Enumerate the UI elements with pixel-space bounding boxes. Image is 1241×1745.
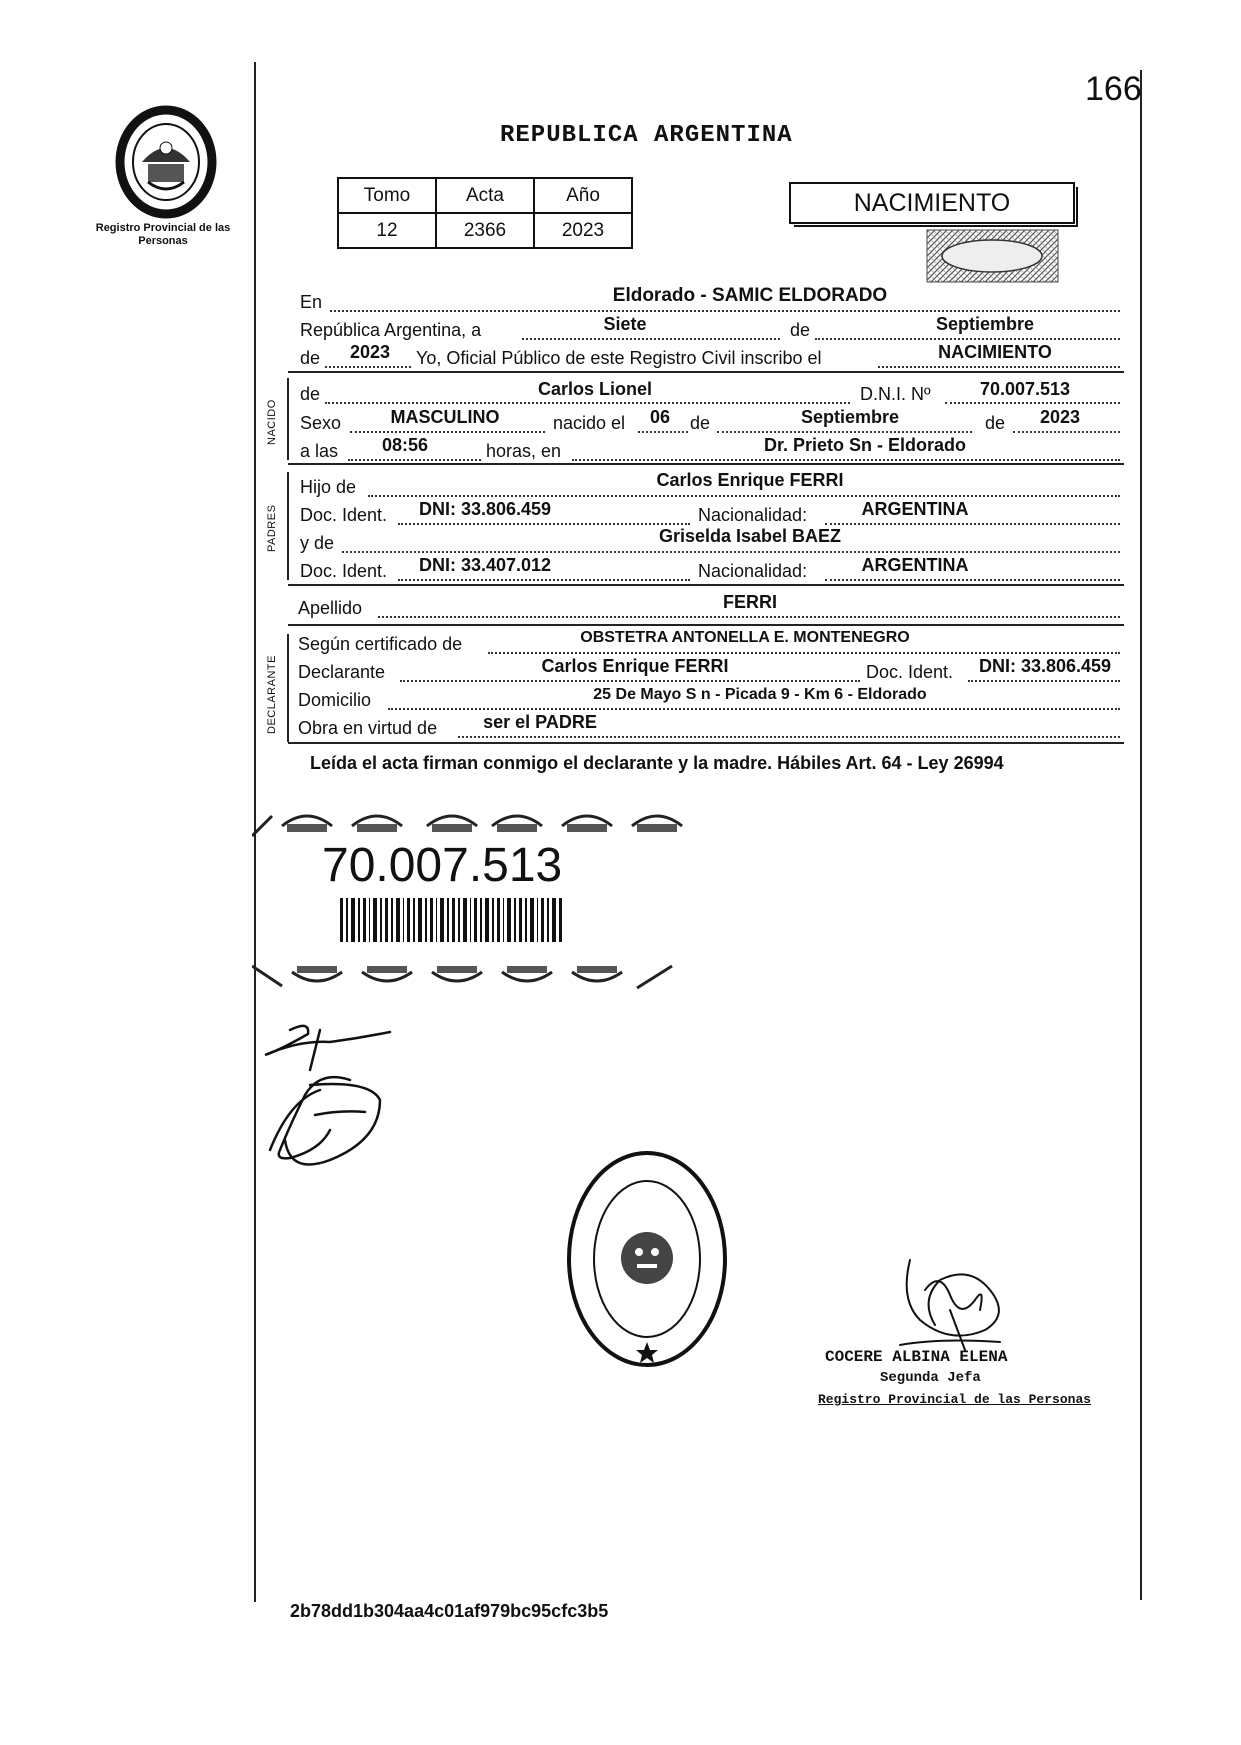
sexo-value: MASCULINO [390, 407, 500, 427]
document-hash: 2b78dd1b304aa4c01af979bc95cfc3b5 [290, 1601, 609, 1621]
tomo-header: Tomo [338, 178, 436, 213]
dots [572, 459, 1120, 461]
dots [638, 431, 688, 433]
doc-ident-label: Doc. Ident. [866, 662, 954, 682]
domicilio-label: Domicilio [298, 690, 372, 710]
act-type-box: NACIMIENTO [789, 182, 1075, 224]
logo-caption: Registro Provincial de las Personas [95, 222, 231, 247]
de-label: de [790, 320, 811, 340]
cert-label: Según certificado de [298, 634, 463, 654]
birth-time: 08:56 [381, 435, 429, 455]
dots [388, 708, 1120, 710]
security-band-top [252, 806, 692, 840]
dots [348, 459, 481, 461]
declarante-section-label: DECLARANTE [266, 655, 278, 734]
tomo-value: 12 [338, 213, 436, 248]
de-label-2: de [690, 413, 711, 433]
page-number: 166 [1085, 70, 1142, 108]
mother-name: Griselda Isabel BAEZ [658, 526, 842, 546]
nacido-el-label: nacido el [553, 413, 626, 433]
father-name: Carlos Enrique FERRI [656, 470, 844, 490]
section-separator [288, 371, 1124, 373]
legal-note: Leída el acta firman conmigo el declarante y la madre. Hábiles Art. 64 - Ley 26994 [310, 753, 1004, 773]
dots [878, 366, 1120, 368]
dots [1013, 431, 1120, 433]
hijo-de-label: Hijo de [300, 477, 357, 497]
signer-office: Registro Provincial de las Personas [818, 1392, 1092, 1407]
declarante-doc: DNI: 33.806.459 [978, 656, 1112, 676]
father-nationality: ARGENTINA [861, 499, 969, 519]
dni-label: D.N.I. Nº [860, 384, 931, 404]
section-separator [288, 624, 1124, 626]
acta-header: Acta [436, 178, 534, 213]
child-dni: 70.007.513 [979, 379, 1071, 399]
dots [400, 680, 860, 682]
dots [330, 310, 1120, 312]
domicilio-value: 25 De Mayo S n - Picada 9 - Km 6 - Eldorado [593, 686, 927, 703]
cert-value: OBSTETRA ANTONELLA E. MONTENEGRO [580, 629, 910, 646]
republica-label: República Argentina, a [300, 320, 482, 340]
right-margin-line [1140, 70, 1142, 1600]
horas-en-label: horas, en [486, 441, 562, 461]
nacionalidad-label: Nacionalidad: [698, 505, 808, 525]
mother-nationality: ARGENTINA [861, 555, 969, 575]
barcode [340, 898, 564, 942]
section-separator [288, 742, 1124, 744]
security-seal [925, 228, 1060, 284]
dots [815, 338, 1120, 340]
dots [350, 431, 545, 433]
dots [458, 736, 1120, 738]
nacido-section-label: NACIDO [266, 399, 278, 445]
act-value: NACIMIENTO [938, 342, 1052, 362]
padres-section-label: PADRES [266, 504, 278, 552]
registry-table [337, 177, 633, 249]
doc-ident-label: Doc. Ident. [300, 505, 388, 525]
year-value: 2023 [349, 342, 391, 362]
signer-role: Segunda Jefa [880, 1370, 981, 1386]
official-stamp [565, 1148, 730, 1370]
birth-month: Septiembre [800, 407, 900, 427]
dots [825, 523, 1120, 525]
apellido-label: Apellido [298, 598, 363, 618]
statement-text: Yo, Oficial Público de este Registro Civil inscribo el [416, 348, 822, 368]
y-de-label: y de [300, 533, 335, 553]
dots [717, 431, 972, 433]
de2-label: de [300, 348, 321, 368]
dots [325, 402, 850, 404]
dots [398, 523, 690, 525]
father-doc: DNI: 33.806.459 [418, 499, 552, 519]
sexo-label: Sexo [300, 413, 342, 433]
dots [342, 551, 1120, 553]
security-band-bottom [252, 962, 692, 992]
declarante-value: Carlos Enrique FERRI [541, 656, 729, 676]
dots [825, 579, 1120, 581]
month-value: Septiembre [935, 314, 1035, 334]
section-separator [288, 584, 1124, 586]
registrar-signature [890, 1250, 1010, 1360]
doc-ident-label: Doc. Ident. [300, 561, 388, 581]
dots [968, 680, 1120, 682]
obra-value: ser el PADRE [483, 712, 597, 732]
id-number: 70.007.513 [322, 839, 563, 892]
declarante-bar [287, 634, 289, 742]
dots [945, 402, 1120, 404]
day-value: Siete [603, 314, 647, 334]
declarant-signature [250, 1010, 430, 1200]
birth-day: 06 [649, 407, 671, 427]
apellido-value: FERRI [723, 592, 777, 612]
anio-header: Año [534, 178, 632, 213]
nacido-de-label: de [300, 384, 321, 404]
dots [398, 579, 690, 581]
dots [325, 366, 411, 368]
anio-value: 2023 [534, 213, 632, 248]
birth-place: Dr. Prieto Sn - Eldorado [763, 435, 967, 455]
declarante-label: Declarante [298, 662, 386, 682]
dots [522, 338, 780, 340]
section-separator [288, 463, 1124, 465]
place-value: Eldorado - SAMIC ELDORADO [612, 285, 888, 306]
dots [378, 616, 1120, 618]
en-label: En [300, 292, 323, 312]
padres-bar [287, 472, 289, 580]
acta-value: 2366 [436, 213, 534, 248]
de-label-3: de [985, 413, 1006, 433]
nacido-bar [287, 378, 289, 460]
signer-name: COCERE ALBINA ELENA [825, 1348, 1008, 1366]
dots [488, 652, 1120, 654]
child-name: Carlos Lionel [537, 379, 653, 399]
mother-doc: DNI: 33.407.012 [418, 555, 552, 575]
province-logo [112, 104, 220, 222]
birth-year: 2023 [1039, 407, 1081, 427]
dots [368, 495, 1120, 497]
a-las-label: a las [300, 441, 339, 461]
nacionalidad-label: Nacionalidad: [698, 561, 808, 581]
page-title: REPUBLICA ARGENTINA [500, 122, 793, 149]
obra-label: Obra en virtud de [298, 718, 438, 738]
